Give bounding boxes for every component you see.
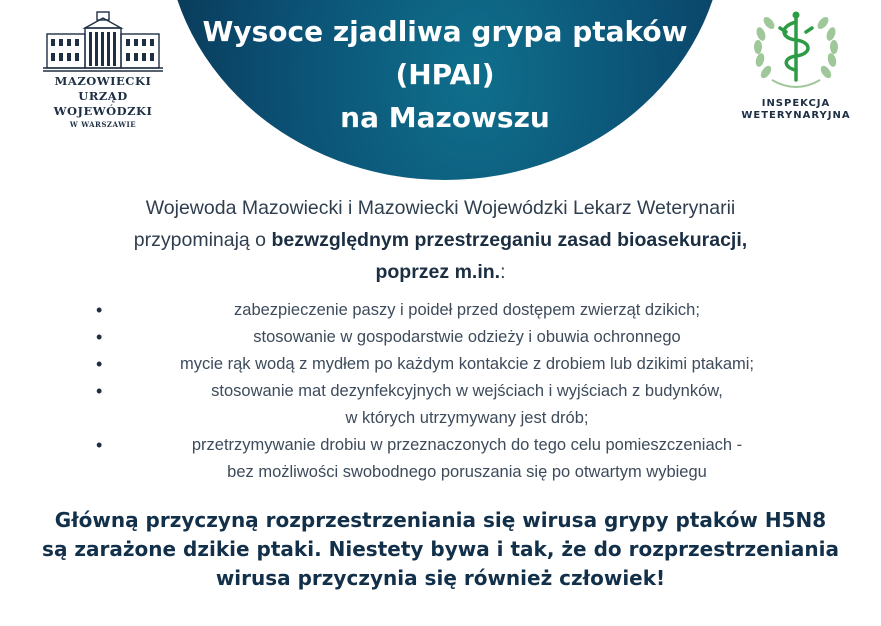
intro-line-2-plain: przypominają o <box>133 229 272 251</box>
list-item-text: zabezpieczenie paszy i poideł przed dostępem zwierząt dzikich; <box>234 301 700 319</box>
bioasecurity-list <box>96 297 816 486</box>
conclusion-paragraph <box>30 506 851 593</box>
bullet-icon: • <box>96 327 103 347</box>
intro-line-3-plain: : <box>500 261 506 283</box>
list-item <box>96 432 816 486</box>
list-item-text-continued: w których utrzymywany jest drób; <box>345 409 589 427</box>
conclusion-line-3: wirusa przyczynia się również człowiek! <box>215 566 666 590</box>
list-item <box>96 324 816 351</box>
intro-line-3 <box>40 256 841 288</box>
list-item-text: przetrzymywanie drobiu w przeznaczonych do tego celu pomieszczeniach - <box>191 436 743 454</box>
list-item <box>96 351 816 378</box>
intro-line-2-bold: bezwzględnym przestrzeganiu zasad bioasekuracji, <box>271 229 748 251</box>
list-item <box>96 378 816 432</box>
bullet-icon: • <box>96 300 103 320</box>
bullet-icon: • <box>96 435 103 455</box>
logo-left-line-2: URZĄD WOJEWÓDZKI <box>53 89 153 118</box>
conclusion-line-2: są zarażone dzikie ptaki. Niestety bywa i tak, że do rozprzestrzeniania <box>42 537 839 561</box>
inspekcja-weterynaryjna-logo <box>726 8 866 122</box>
building-emblem-icon <box>41 10 165 74</box>
list-item-text: stosowanie w gospodarstwie odzieży i obuwia ochronnego <box>253 328 681 346</box>
intro-paragraph <box>40 192 841 288</box>
list-item-text-continued: bez możliwości swobodnego poruszania się po otwartym wybiegu <box>227 463 707 481</box>
list-item-text: mycie rąk wodą z mydłem po każdym kontakcie z drobiem lub dzikimi ptakami; <box>179 355 755 373</box>
list-item-text: stosowanie mat dezynfekcyjnych w wejściach i wyjściach z budynków, <box>211 382 723 400</box>
intro-line-3-bold: poprzez m.in. <box>375 261 501 283</box>
title-line-1: Wysoce zjadliwa grypa ptaków <box>202 15 688 48</box>
title-line-3: na Mazowszu <box>340 101 550 134</box>
logo-left-line-1: MAZOWIECKI <box>54 74 152 88</box>
veterinary-caduceus-icon <box>750 8 842 98</box>
intro-line-1: Wojewoda Mazowiecki i Mazowiecki Wojewódzki Lekarz Weterynarii <box>145 197 736 219</box>
bullet-icon: • <box>96 381 103 401</box>
mazowiecki-urzad-logo <box>28 10 178 129</box>
page-title <box>165 10 725 139</box>
title-line-2: (HPAI) <box>395 58 495 91</box>
intro-line-2 <box>40 224 841 256</box>
logo-right-line-1: INSPEKCJA <box>761 98 831 109</box>
logo-left-line-3: W WARSZAWIE <box>69 120 137 129</box>
logo-right-line-2: WETERYNARYJNA <box>741 110 851 121</box>
conclusion-line-1: Główną przyczyną rozprzestrzeniania się wirusa grypy ptaków H5N8 <box>54 508 827 532</box>
list-item <box>96 297 816 324</box>
bullet-icon: • <box>96 354 103 374</box>
